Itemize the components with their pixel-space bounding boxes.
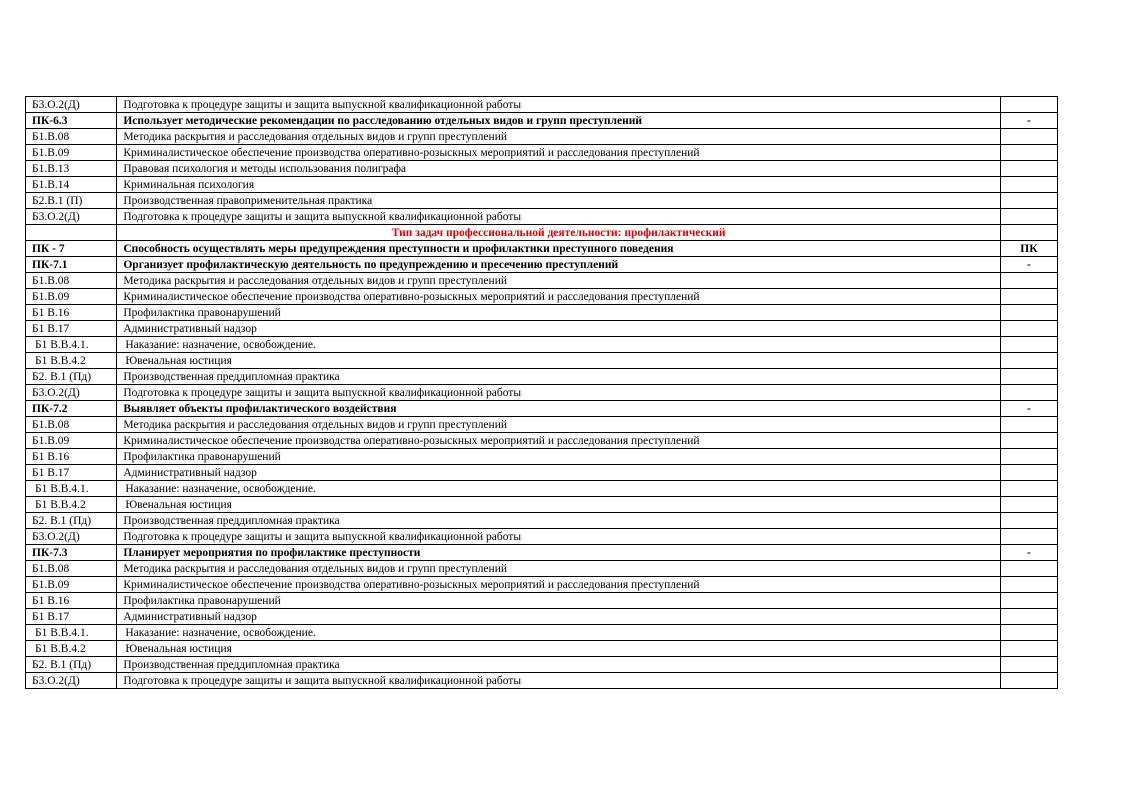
row-mark-cell (1000, 657, 1057, 673)
row-code-cell: Б3.О.2(Д) (26, 97, 117, 113)
row-mark-cell (1000, 481, 1057, 497)
row-mark-cell (1000, 225, 1057, 241)
discipline-row (26, 321, 1058, 337)
row-mark-cell: - (1000, 401, 1057, 417)
row-mark-cell (1000, 289, 1057, 305)
row-name-cell: Планирует мероприятия по профилактике преступности (117, 545, 1001, 561)
discipline-row (26, 593, 1058, 609)
section-heading-row (26, 225, 1058, 241)
discipline-row (26, 161, 1058, 177)
row-name-cell: Наказание: назначение, освобождение. (117, 337, 1001, 353)
discipline-row (26, 497, 1058, 513)
row-mark-cell (1000, 417, 1057, 433)
discipline-row (26, 177, 1058, 193)
competency-row (26, 545, 1058, 561)
row-name-cell: Профилактика правонарушений (117, 449, 1001, 465)
row-name-cell: Ювенальная юстиция (117, 641, 1001, 657)
discipline-row (26, 337, 1058, 353)
row-code-cell: ПК-7.3 (26, 545, 117, 561)
row-mark-cell (1000, 353, 1057, 369)
row-code-cell (26, 225, 117, 241)
row-name-cell: Подготовка к процедуре защиты и защита выпускной квалификационной работы (117, 385, 1001, 401)
row-mark-cell (1000, 305, 1057, 321)
discipline-row (26, 417, 1058, 433)
row-mark-cell (1000, 625, 1057, 641)
row-code-cell: Б1.В.08 (26, 561, 117, 577)
row-name-cell: Криминалистическое обеспечение производства оперативно-розыскных мероприятий и расследования преступлений (117, 577, 1001, 593)
row-code-cell: Б3.О.2(Д) (26, 385, 117, 401)
competency-table-body (26, 97, 1058, 689)
row-name-cell: Производственная преддипломная практика (117, 513, 1001, 529)
discipline-row (26, 577, 1058, 593)
row-name-cell: Производственная правоприменительная практика (117, 193, 1001, 209)
discipline-row (26, 369, 1058, 385)
section-heading-text: Тип задач профессиональной деятельности: профилактический (117, 225, 1001, 241)
row-name-cell: Административный надзор (117, 321, 1001, 337)
row-mark-cell (1000, 529, 1057, 545)
row-code-cell: Б1.В.14 (26, 177, 117, 193)
row-name-cell: Административный надзор (117, 465, 1001, 481)
competency-row (26, 113, 1058, 129)
row-code-cell: Б1 В.17 (26, 321, 117, 337)
row-name-cell: Методика раскрытия и расследования отдельных видов и групп преступлений (117, 129, 1001, 145)
discipline-row (26, 641, 1058, 657)
row-mark-cell (1000, 577, 1057, 593)
row-mark-cell (1000, 177, 1057, 193)
row-mark-cell (1000, 337, 1057, 353)
row-mark-cell (1000, 193, 1057, 209)
competency-table (25, 96, 1058, 689)
row-code-cell: Б3.О.2(Д) (26, 209, 117, 225)
discipline-row (26, 609, 1058, 625)
row-mark-cell (1000, 609, 1057, 625)
competency-row (26, 257, 1058, 273)
row-code-cell: Б1.В.09 (26, 433, 117, 449)
row-code-cell: Б2. В.1 (Пд) (26, 657, 117, 673)
row-mark-cell (1000, 433, 1057, 449)
row-name-cell: Использует методические рекомендации по расследованию отдельных видов и групп преступлений (117, 113, 1001, 129)
row-mark-cell (1000, 385, 1057, 401)
row-mark-cell: - (1000, 545, 1057, 561)
discipline-row (26, 129, 1058, 145)
discipline-row (26, 513, 1058, 529)
discipline-row (26, 385, 1058, 401)
discipline-row (26, 273, 1058, 289)
row-name-cell: Наказание: назначение, освобождение. (117, 625, 1001, 641)
row-mark-cell (1000, 321, 1057, 337)
row-code-cell: Б1 В.В.4.1. (26, 481, 117, 497)
row-mark-cell (1000, 449, 1057, 465)
row-code-cell: Б3.О.2(Д) (26, 529, 117, 545)
row-name-cell: Подготовка к процедуре защиты и защита выпускной квалификационной работы (117, 209, 1001, 225)
row-name-cell: Ювенальная юстиция (117, 497, 1001, 513)
discipline-row (26, 353, 1058, 369)
row-name-cell: Методика раскрытия и расследования отдельных видов и групп преступлений (117, 273, 1001, 289)
discipline-row (26, 561, 1058, 577)
row-code-cell: Б1.В.08 (26, 417, 117, 433)
row-code-cell: Б1 В.В.4.2 (26, 641, 117, 657)
discipline-row (26, 481, 1058, 497)
row-code-cell: Б3.О.2(Д) (26, 673, 117, 689)
row-name-cell: Криминальная психология (117, 177, 1001, 193)
row-code-cell: ПК - 7 (26, 241, 117, 257)
row-mark-cell (1000, 273, 1057, 289)
row-mark-cell (1000, 593, 1057, 609)
row-code-cell: Б2. В.1 (Пд) (26, 513, 117, 529)
row-mark-cell: - (1000, 257, 1057, 273)
row-mark-cell (1000, 641, 1057, 657)
discipline-row (26, 529, 1058, 545)
discipline-row (26, 465, 1058, 481)
discipline-row (26, 145, 1058, 161)
row-code-cell: Б1.В.09 (26, 289, 117, 305)
row-name-cell: Криминалистическое обеспечение производства оперативно-розыскных мероприятий и расследования преступлений (117, 289, 1001, 305)
row-code-cell: Б1.В.09 (26, 145, 117, 161)
row-code-cell: Б1.В.13 (26, 161, 117, 177)
row-code-cell: Б1.В.08 (26, 273, 117, 289)
row-name-cell: Профилактика правонарушений (117, 593, 1001, 609)
row-mark-cell (1000, 161, 1057, 177)
row-code-cell: Б2. В.1 (Пд) (26, 369, 117, 385)
competency-row (26, 401, 1058, 417)
row-mark-cell (1000, 465, 1057, 481)
discipline-row (26, 449, 1058, 465)
row-code-cell: ПК-7.2 (26, 401, 117, 417)
row-mark-cell (1000, 209, 1057, 225)
row-name-cell: Криминалистическое обеспечение производства оперативно-розыскных мероприятий и расследования преступлений (117, 433, 1001, 449)
discipline-row (26, 305, 1058, 321)
row-code-cell: Б2.В.1 (П) (26, 193, 117, 209)
row-code-cell: Б1.В.08 (26, 129, 117, 145)
row-name-cell: Правовая психология и методы использования полиграфа (117, 161, 1001, 177)
row-mark-cell: - (1000, 113, 1057, 129)
discipline-row (26, 625, 1058, 641)
row-code-cell: ПК-6.3 (26, 113, 117, 129)
row-code-cell: Б1 В.17 (26, 609, 117, 625)
row-name-cell: Подготовка к процедуре защиты и защита выпускной квалификационной работы (117, 97, 1001, 113)
row-code-cell: Б1 В.В.4.1. (26, 625, 117, 641)
row-name-cell: Административный надзор (117, 609, 1001, 625)
row-name-cell: Выявляет объекты профилактического воздействия (117, 401, 1001, 417)
discipline-row (26, 433, 1058, 449)
row-code-cell: ПК-7.1 (26, 257, 117, 273)
row-name-cell: Ювенальная юстиция (117, 353, 1001, 369)
row-mark-cell (1000, 513, 1057, 529)
discipline-row (26, 657, 1058, 673)
row-name-cell: Профилактика правонарушений (117, 305, 1001, 321)
row-name-cell: Подготовка к процедуре защиты и защита выпускной квалификационной работы (117, 673, 1001, 689)
discipline-row (26, 193, 1058, 209)
row-name-cell: Способность осуществлять меры предупреждения преступности и профилактики преступного поведения (117, 241, 1001, 257)
discipline-row (26, 209, 1058, 225)
row-mark-cell (1000, 561, 1057, 577)
row-code-cell: Б1 В.16 (26, 449, 117, 465)
row-mark-cell (1000, 129, 1057, 145)
row-mark-cell (1000, 369, 1057, 385)
row-mark-cell (1000, 673, 1057, 689)
row-name-cell: Наказание: назначение, освобождение. (117, 481, 1001, 497)
row-code-cell: Б1 В.16 (26, 305, 117, 321)
row-name-cell: Производственная преддипломная практика (117, 369, 1001, 385)
row-code-cell: Б1 В.17 (26, 465, 117, 481)
competency-row (26, 241, 1058, 257)
row-code-cell: Б1 В.16 (26, 593, 117, 609)
row-name-cell: Криминалистическое обеспечение производства оперативно-розыскных мероприятий и расследования преступлений (117, 145, 1001, 161)
row-mark-cell (1000, 497, 1057, 513)
discipline-row (26, 289, 1058, 305)
row-mark-cell: ПК (1000, 241, 1057, 257)
row-mark-cell (1000, 97, 1057, 113)
row-name-cell: Подготовка к процедуре защиты и защита выпускной квалификационной работы (117, 529, 1001, 545)
row-code-cell: Б1 В.В.4.2 (26, 353, 117, 369)
row-name-cell: Методика раскрытия и расследования отдельных видов и групп преступлений (117, 417, 1001, 433)
row-code-cell: Б1 В.В.4.2 (26, 497, 117, 513)
discipline-row (26, 673, 1058, 689)
row-name-cell: Производственная преддипломная практика (117, 657, 1001, 673)
row-mark-cell (1000, 145, 1057, 161)
row-name-cell: Методика раскрытия и расследования отдельных видов и групп преступлений (117, 561, 1001, 577)
row-code-cell: Б1 В.В.4.1. (26, 337, 117, 353)
row-name-cell: Организует профилактическую деятельность по предупреждению и пресечению преступлений (117, 257, 1001, 273)
discipline-row (26, 97, 1058, 113)
row-code-cell: Б1.В.09 (26, 577, 117, 593)
